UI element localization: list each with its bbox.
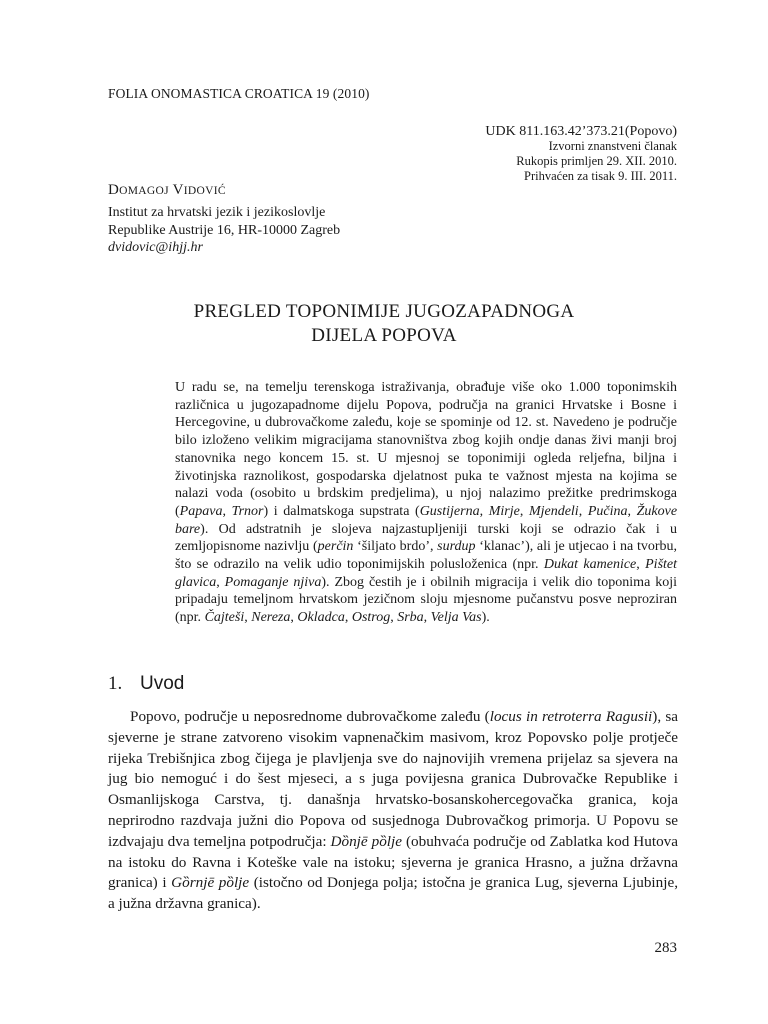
abstract-separator: ,: [636, 557, 646, 573]
article-type: Izvorni znanstveni članak: [548, 139, 677, 153]
body-text: (obuhvaća područje od Zablatka kod Hutova na istoku do Ravna i Koteške vale na istoku; sjeverna je granica Hrasno, a južna državna granica) i: [108, 832, 679, 892]
abstract-example: Trnor: [231, 503, 264, 519]
abstract-text: ).: [481, 610, 490, 626]
author-first-rest: OMAGOJ: [119, 185, 169, 197]
body-text: (istočno od Donjega polja; istočna je granica Lug, sjeverna Ljubinje, a južna državna granica).: [108, 874, 679, 913]
body-italic: locus in retroterra Ragusii: [489, 708, 653, 725]
body-text: Popovo, područje u neposrednome dubrovačkome zaleđu (: [130, 708, 490, 725]
abstract-example: Gustijerna: [419, 503, 480, 519]
section-title: Uvod: [140, 673, 185, 694]
abstract-separator: ,: [244, 610, 252, 626]
udk-code: UDK 811.163.42’373.21(Popovo): [485, 124, 677, 139]
abstract-example: Pomaganje njiva: [224, 574, 322, 590]
abstract-example: Ostrog: [351, 610, 391, 626]
body-italic: Dȍnjē pȍlje: [330, 832, 402, 850]
author-first-initial: D: [108, 182, 120, 198]
abstract-separator: ,: [479, 503, 489, 519]
abstract-example: Dukat kamenice: [543, 557, 637, 573]
author-last-initial: V: [172, 182, 184, 198]
abstract-example: perčin: [317, 539, 354, 555]
abstract-separator: ,: [578, 503, 588, 519]
article-title: [108, 300, 660, 348]
abstract-example: Okladca: [297, 610, 345, 626]
abstract-separator: ,: [344, 610, 352, 626]
abstract-separator: ,: [627, 503, 637, 519]
abstract-text: ) i dalmatskoga supstrata (: [263, 503, 420, 519]
body-paragraph: [108, 707, 678, 915]
abstract-text: U radu se, na temelju terenskoga istraživanja, obrađuje više oko 1.000 toponimskih različnica u jugozapadnome dijelu Popova, područja na granici Hrvatske i Bosne i Hercegovine, u dubrovačkome zaleđu, koje se spominje od 12. st. Navedeno je područje bilo izloženo velikim migracijama stanovništva zbog kojih ondje danas živi manji broj stanovnika nego koncem 15. st. U mjesnoj se toponimiji ogleda reljefna, biljna i životinjska raznolikost, gospodarska djelatnost puka te važnost mjesta na kojima se nalazi voda (osobito u brdskim predjelima), u njoj nalazimo prežitke predrimskoga (: [175, 380, 677, 519]
received-date: Rukopis primljen 29. XII. 2010.: [516, 154, 677, 168]
abstract-example: Mirje: [488, 503, 520, 519]
accepted-date: Prihvaćen za tisak 9. III. 2011.: [524, 169, 677, 183]
abstract-separator: ,: [390, 610, 398, 626]
abstract-example: Čajteši: [204, 610, 245, 626]
abstract: [175, 379, 677, 627]
email-link[interactable]: dvidovic@ihjj.hr: [108, 240, 203, 255]
abstract-separator: ,: [519, 503, 529, 519]
title-line-2: DIJELA POPOVA: [311, 325, 457, 346]
body-italic: Gȍrnjē pȍlje: [171, 874, 250, 892]
abstract-text: ). Od adstratnih je slojeva najzastupljeniji turski koji se odrazio čak i u zemljopisnome nazivlju (: [175, 521, 677, 555]
abstract-example: Srba: [397, 610, 424, 626]
abstract-example: Papava: [179, 503, 223, 519]
affiliation: [108, 204, 340, 257]
address: Republike Austrije 16, HR-10000 Zagreb: [108, 222, 341, 238]
page-number: 283: [654, 940, 677, 956]
journal-header: FOLIA ONOMASTICA CROATICA 19 (2010): [108, 86, 370, 101]
abstract-example: Mjendeli: [528, 503, 579, 519]
abstract-example: Nereza: [251, 610, 291, 626]
abstract-example: Žukove bare: [175, 503, 678, 537]
author-last-rest: IDOVIĆ: [183, 185, 226, 197]
author-name: [108, 182, 226, 199]
abstract-separator: ,: [222, 503, 232, 519]
abstract-example: Pučina: [587, 503, 628, 519]
abstract-example: Velja Vas: [430, 610, 482, 626]
title-line-1: PREGLED TOPONIMIJE JUGOZAPADNOGA: [193, 301, 575, 322]
article-metadata: [485, 124, 677, 184]
abstract-example: Pištet glavica: [175, 557, 678, 590]
abstract-text: ‘klanac’), ali je utjecao i na tvorbu, što se odrazilo na velik udio toponimijskih polusloženica (npr.: [175, 539, 677, 573]
section-number: 1.: [108, 673, 123, 694]
abstract-separator: ,: [216, 574, 225, 590]
abstract-text: ‘šiljato brdo’,: [353, 539, 438, 555]
abstract-example: surdup: [437, 539, 476, 555]
institute: Institut za hrvatski jezik i jezikoslovlje: [108, 205, 326, 220]
abstract-separator: ,: [423, 610, 431, 626]
abstract-separator: ,: [290, 610, 298, 626]
section-heading: [108, 673, 184, 695]
body-text: ), sa sjeverne je strane zatvoreno visokim vapnenačkim masivom, kroz Popovsko polje protječe rijeka Trebišnjica zbog čijega je plavljenja sve do najnovijih vremena prijelaz sa sjevera na jug bio nemoguć i do šest mjeseci, a s juga povijesna granica Dubrovačke Republike i Osmanlijskoga Carstva, tj. današnja hrvatsko-bosanskohercegovačka granica, koja neprirodno razdvaja južni dio Popova od susjednoga Dubrovačkog primorja. U Popovu se izdvajaju dva temeljna potpodručja:: [108, 708, 678, 850]
abstract-text: ). Zbog čestih je i obilnih migracija i velik dio toponima koji pripadaju temeljnom hrvatskom jezičnom sloju mjesnome pučanstvu posve neproziran (npr.: [175, 574, 677, 626]
